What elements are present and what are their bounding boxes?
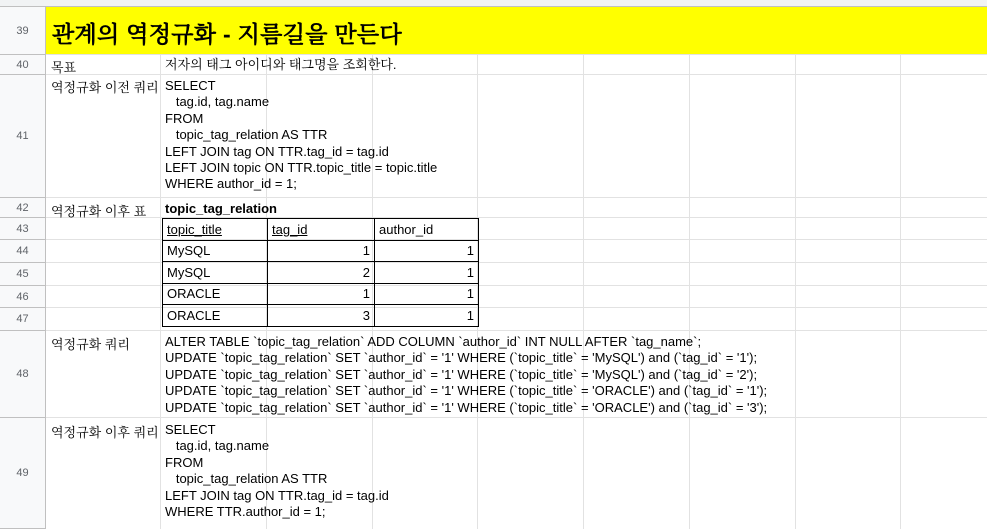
query-line: UPDATE `topic_tag_relation` SET `author_id` = '1' WHERE (`topic_title` = 'ORACLE') and (`tag_id` = '3');	[165, 399, 768, 415]
table-cell[interactable]: 1	[375, 283, 479, 305]
topic-tag-relation-table	[162, 218, 479, 327]
after-query-label[interactable]: 역정규화 이후 쿼리	[51, 425, 159, 440]
table-cell[interactable]: 1	[375, 240, 479, 262]
query-line: topic_tag_relation AS TTR	[165, 127, 328, 143]
query-line: tag.id, tag.name	[165, 94, 270, 110]
table-cell[interactable]: 1	[268, 240, 375, 262]
grid-line	[160, 55, 161, 529]
row-header-41[interactable]: 41	[0, 75, 46, 198]
table-cell[interactable]: 3	[268, 305, 375, 327]
row-header-47[interactable]: 47	[0, 308, 46, 331]
query-line: SELECT	[165, 78, 216, 93]
table-cell[interactable]: ORACLE	[163, 305, 268, 327]
column-header-author-id[interactable]: author_id	[375, 219, 479, 241]
before-query-cell[interactable]	[165, 78, 437, 193]
after-query-cell[interactable]	[165, 422, 389, 520]
query-line: FROM	[165, 454, 204, 470]
grid-line	[900, 55, 901, 529]
grid-line	[46, 74, 987, 75]
section-title: 관계의 역정규화 - 지름길을 만든다	[52, 21, 402, 47]
query-line: UPDATE `topic_tag_relation` SET `author_id` = '1' WHERE (`topic_title` = 'MySQL') and (`tag_id` = '2');	[165, 366, 758, 382]
table-cell[interactable]: ORACLE	[163, 283, 268, 305]
row-header-45[interactable]: 45	[0, 263, 46, 286]
query-line: LEFT JOIN tag ON TTR.tag_id = tag.id	[165, 143, 389, 159]
column-header-strip	[0, 0, 987, 7]
table-row	[163, 283, 479, 305]
grid-line	[689, 55, 690, 529]
table-cell[interactable]: MySQL	[163, 262, 268, 284]
query-line: SELECT	[165, 422, 216, 437]
query-line: LEFT JOIN topic ON TTR.topic_title = topic.title	[165, 160, 438, 176]
row-header-49[interactable]: 49	[0, 418, 46, 529]
row-header-44[interactable]: 44	[0, 240, 46, 263]
query-line: UPDATE `topic_tag_relation` SET `author_id` = '1' WHERE (`topic_title` = 'MySQL') and (`tag_id` = '1');	[165, 350, 758, 366]
query-line: UPDATE `topic_tag_relation` SET `author_id` = '1' WHERE (`topic_title` = 'ORACLE') and (`tag_id` = '1');	[165, 383, 768, 399]
grid-line	[46, 54, 987, 55]
grid-line	[46, 330, 987, 331]
query-line: LEFT JOIN tag ON TTR.tag_id = tag.id	[165, 487, 389, 503]
column-header-topic-title[interactable]: topic_title	[163, 219, 268, 241]
grid-line	[46, 197, 987, 198]
grid-line	[46, 417, 987, 418]
row-header-48[interactable]: 48	[0, 331, 46, 418]
grid-line	[583, 55, 584, 529]
row-header-43[interactable]: 43	[0, 218, 46, 240]
denorm-query-cell[interactable]	[165, 334, 767, 416]
after-table-label[interactable]: 역정규화 이후 표	[51, 204, 147, 219]
query-line: tag.id, tag.name	[165, 438, 270, 454]
row-header-42[interactable]: 42	[0, 198, 46, 218]
denorm-query-label[interactable]: 역정규화 쿼리	[51, 337, 130, 352]
table-row	[163, 305, 479, 327]
before-query-label[interactable]: 역정규화 이전 쿼리	[51, 80, 159, 95]
table-cell[interactable]: 2	[268, 262, 375, 284]
goal-text[interactable]: 저자의 태그 아이디와 태그명을 조회한다.	[165, 57, 397, 72]
table-row	[163, 262, 479, 284]
column-header-tag-id[interactable]: tag_id	[268, 219, 375, 241]
row-header-46[interactable]: 46	[0, 286, 46, 308]
query-line: WHERE TTR.author_id = 1;	[165, 504, 326, 520]
grid-line	[795, 55, 796, 529]
query-line: WHERE author_id = 1;	[165, 176, 297, 192]
table-cell[interactable]: 1	[375, 305, 479, 327]
table-name[interactable]: topic_tag_relation	[165, 201, 277, 216]
goal-label[interactable]: 목표	[51, 60, 77, 75]
table-row	[163, 240, 479, 262]
table-cell[interactable]: 1	[268, 283, 375, 305]
query-line: FROM	[165, 110, 204, 126]
row-header-39[interactable]: 39	[0, 7, 46, 55]
query-line: topic_tag_relation AS TTR	[165, 471, 328, 487]
table-cell[interactable]: 1	[375, 262, 479, 284]
table-header-row	[163, 219, 479, 241]
table-cell[interactable]: MySQL	[163, 240, 268, 262]
row-header-40[interactable]: 40	[0, 55, 46, 75]
query-line: ALTER TABLE `topic_tag_relation` ADD COLUMN `author_id` INT NULL AFTER `tag_name`;	[165, 334, 702, 349]
